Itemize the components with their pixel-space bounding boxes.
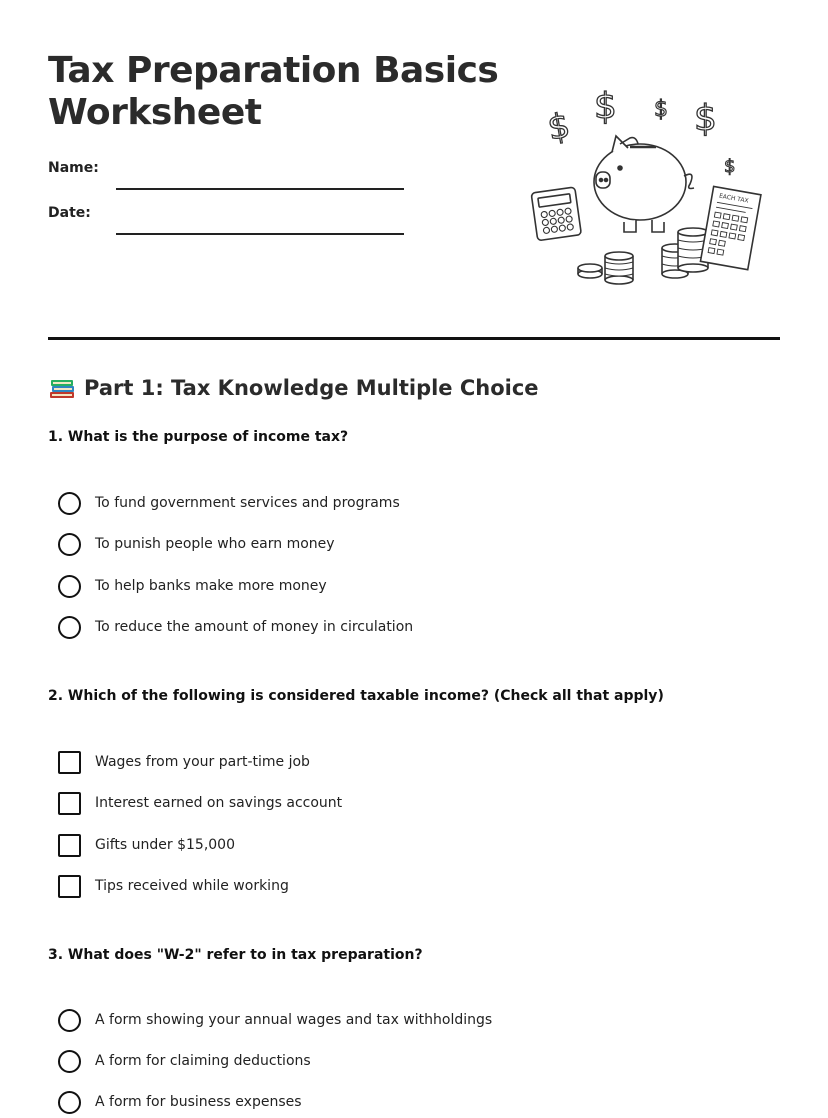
piggy-bank-illustration [520, 72, 780, 292]
option-label: To punish people who earn money [95, 536, 335, 552]
option-label: Wages from your part-time job [95, 754, 310, 770]
checkbox[interactable] [58, 834, 81, 857]
coin-stack-icon [578, 252, 633, 284]
q1-option-2[interactable] [58, 532, 335, 556]
title-line-2: Worksheet [48, 92, 262, 133]
worksheet-title [48, 50, 508, 134]
radio-button[interactable] [58, 1050, 81, 1073]
checkbox[interactable] [58, 875, 81, 898]
dollar-icon: $ [724, 156, 736, 177]
radio-button[interactable] [58, 492, 81, 515]
q3-option-3[interactable] [58, 1090, 302, 1114]
radio-button[interactable] [58, 1091, 81, 1114]
q2-option-4[interactable] [58, 874, 289, 898]
option-label: To help banks make more money [95, 578, 327, 594]
q1-option-3[interactable] [58, 574, 327, 598]
date-field[interactable] [48, 205, 404, 221]
worksheet-header [48, 50, 508, 221]
option-label: Tips received while working [95, 878, 289, 894]
q1-option-4[interactable] [58, 615, 413, 639]
name-line[interactable] [116, 188, 404, 190]
dollar-icon: $ [694, 98, 717, 139]
q3-option-1[interactable] [58, 1008, 492, 1032]
coin-stack-icon [662, 228, 708, 278]
checkbox[interactable] [58, 751, 81, 774]
name-field[interactable] [48, 160, 404, 176]
radio-button[interactable] [58, 1009, 81, 1032]
dollar-icon: $ [594, 86, 617, 127]
q2-option-2[interactable] [58, 791, 342, 815]
section-divider [48, 337, 780, 340]
dollar-icon: $ [544, 105, 573, 149]
radio-button[interactable] [58, 575, 81, 598]
question-3: 3. What does "W-2" refer to in tax preparation? [48, 947, 423, 963]
option-label: To fund government services and programs [95, 495, 400, 511]
checkbox[interactable] [58, 792, 81, 815]
option-label: A form for business expenses [95, 1094, 302, 1110]
date-label: Date: [48, 205, 91, 221]
option-label: To reduce the amount of money in circulation [95, 619, 414, 635]
books-icon [48, 374, 76, 402]
tax-form-label: EACH TAX [718, 192, 750, 205]
tax-form-icon [700, 186, 760, 269]
q2-option-1[interactable] [58, 750, 310, 774]
radio-button[interactable] [58, 616, 81, 639]
name-label: Name: [48, 160, 99, 176]
date-line[interactable] [116, 233, 404, 235]
calculator-icon [531, 187, 581, 241]
q2-option-3[interactable] [58, 833, 235, 857]
dollar-icon: $ [654, 97, 668, 122]
q3-option-2[interactable] [58, 1049, 311, 1073]
option-label: A form showing your annual wages and tax withholdings [95, 1012, 493, 1028]
question-2: 2. Which of the following is considered taxable income? (Check all that apply) [48, 688, 664, 704]
piggy-bank-icon [594, 136, 694, 232]
q1-option-1[interactable] [58, 491, 400, 515]
question-1: 1. What is the purpose of income tax? [48, 429, 349, 445]
radio-button[interactable] [58, 533, 81, 556]
part-1-heading [48, 374, 539, 402]
title-line-1: Tax Preparation Basics [48, 50, 499, 91]
option-label: Gifts under $15,000 [95, 837, 235, 853]
part-1-title: Part 1: Tax Knowledge Multiple Choice [84, 376, 539, 400]
option-label: Interest earned on savings account [95, 795, 343, 811]
option-label: A form for claiming deductions [95, 1053, 311, 1069]
